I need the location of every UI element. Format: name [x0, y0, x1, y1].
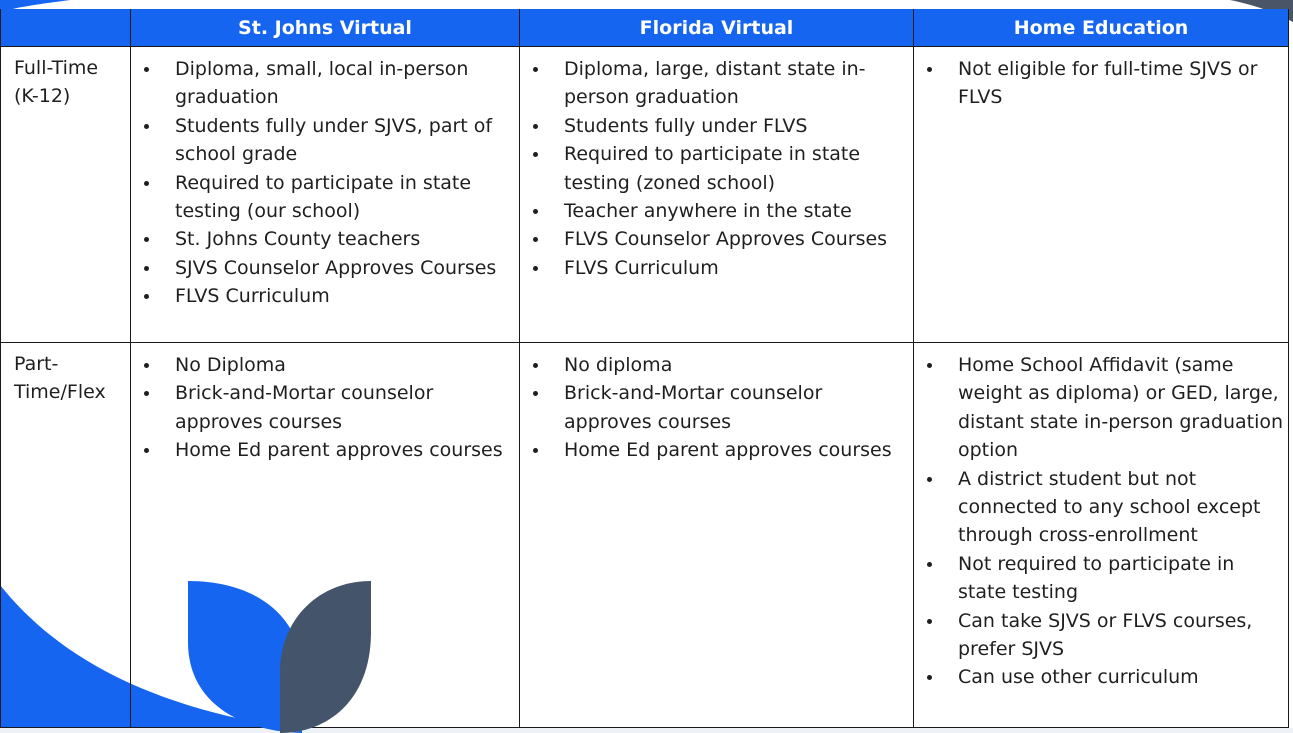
bullet-list — [520, 55, 909, 282]
list-item: FLVS Curriculum — [564, 254, 909, 282]
bullet-list — [520, 351, 909, 465]
bottom-strip — [0, 728, 1293, 733]
header-home-education: Home Education — [914, 9, 1289, 47]
table-row-full-time — [1, 47, 1289, 343]
comparison-table — [0, 9, 1289, 728]
cell-part-time-flvs — [520, 343, 914, 728]
list-item: A district student but not connected to any school except through cross-enrollment — [958, 465, 1284, 550]
list-item: SJVS Counselor Approves Courses — [175, 254, 515, 282]
list-item: Students fully under FLVS — [564, 112, 909, 140]
list-item: No diploma — [564, 351, 909, 379]
list-item: Home Ed parent approves courses — [564, 436, 909, 464]
list-item: No Diploma — [175, 351, 515, 379]
table-header-row — [1, 9, 1289, 47]
bullet-list — [914, 55, 1284, 112]
cell-full-time-home-ed — [914, 47, 1289, 343]
list-item: Required to participate in state testing (our school) — [175, 169, 515, 226]
table-row-part-time — [1, 343, 1289, 728]
bullet-list — [131, 55, 515, 311]
list-item: Brick-and-Mortar counselor approves courses — [564, 379, 909, 436]
list-item: Teacher anywhere in the state — [564, 197, 909, 225]
header-st-johns-virtual: St. Johns Virtual — [131, 9, 520, 47]
row-label-part-time: Part-Time/Flex — [1, 343, 131, 728]
list-item: Students fully under SJVS, part of school grade — [175, 112, 515, 169]
cell-full-time-flvs — [520, 47, 914, 343]
cell-part-time-home-ed — [914, 343, 1289, 728]
cell-full-time-sjvs — [131, 47, 520, 343]
list-item: St. Johns County teachers — [175, 225, 515, 253]
list-item: Brick-and-Mortar counselor approves courses — [175, 379, 515, 436]
cell-part-time-sjvs — [131, 343, 520, 728]
list-item: Not eligible for full-time SJVS or FLVS — [958, 55, 1284, 112]
bullet-list — [914, 351, 1284, 692]
list-item: Home School Affidavit (same weight as diploma) or GED, large, distant state in-person graduation option — [958, 351, 1284, 465]
list-item: Diploma, large, distant state in-person graduation — [564, 55, 909, 112]
list-item: FLVS Curriculum — [175, 282, 515, 310]
list-item: Required to participate in state testing (zoned school) — [564, 140, 909, 197]
row-label-full-time: Full-Time (K-12) — [1, 47, 131, 343]
header-cell-empty — [1, 9, 131, 47]
list-item: Can take SJVS or FLVS courses, prefer SJVS — [958, 607, 1284, 664]
list-item: FLVS Counselor Approves Courses — [564, 225, 909, 253]
list-item: Can use other curriculum — [958, 663, 1284, 691]
bullet-list — [131, 351, 515, 465]
list-item: Not required to participate in state testing — [958, 550, 1284, 607]
header-florida-virtual: Florida Virtual — [520, 9, 914, 47]
list-item: Home Ed parent approves courses — [175, 436, 515, 464]
list-item: Diploma, small, local in-person graduation — [175, 55, 515, 112]
